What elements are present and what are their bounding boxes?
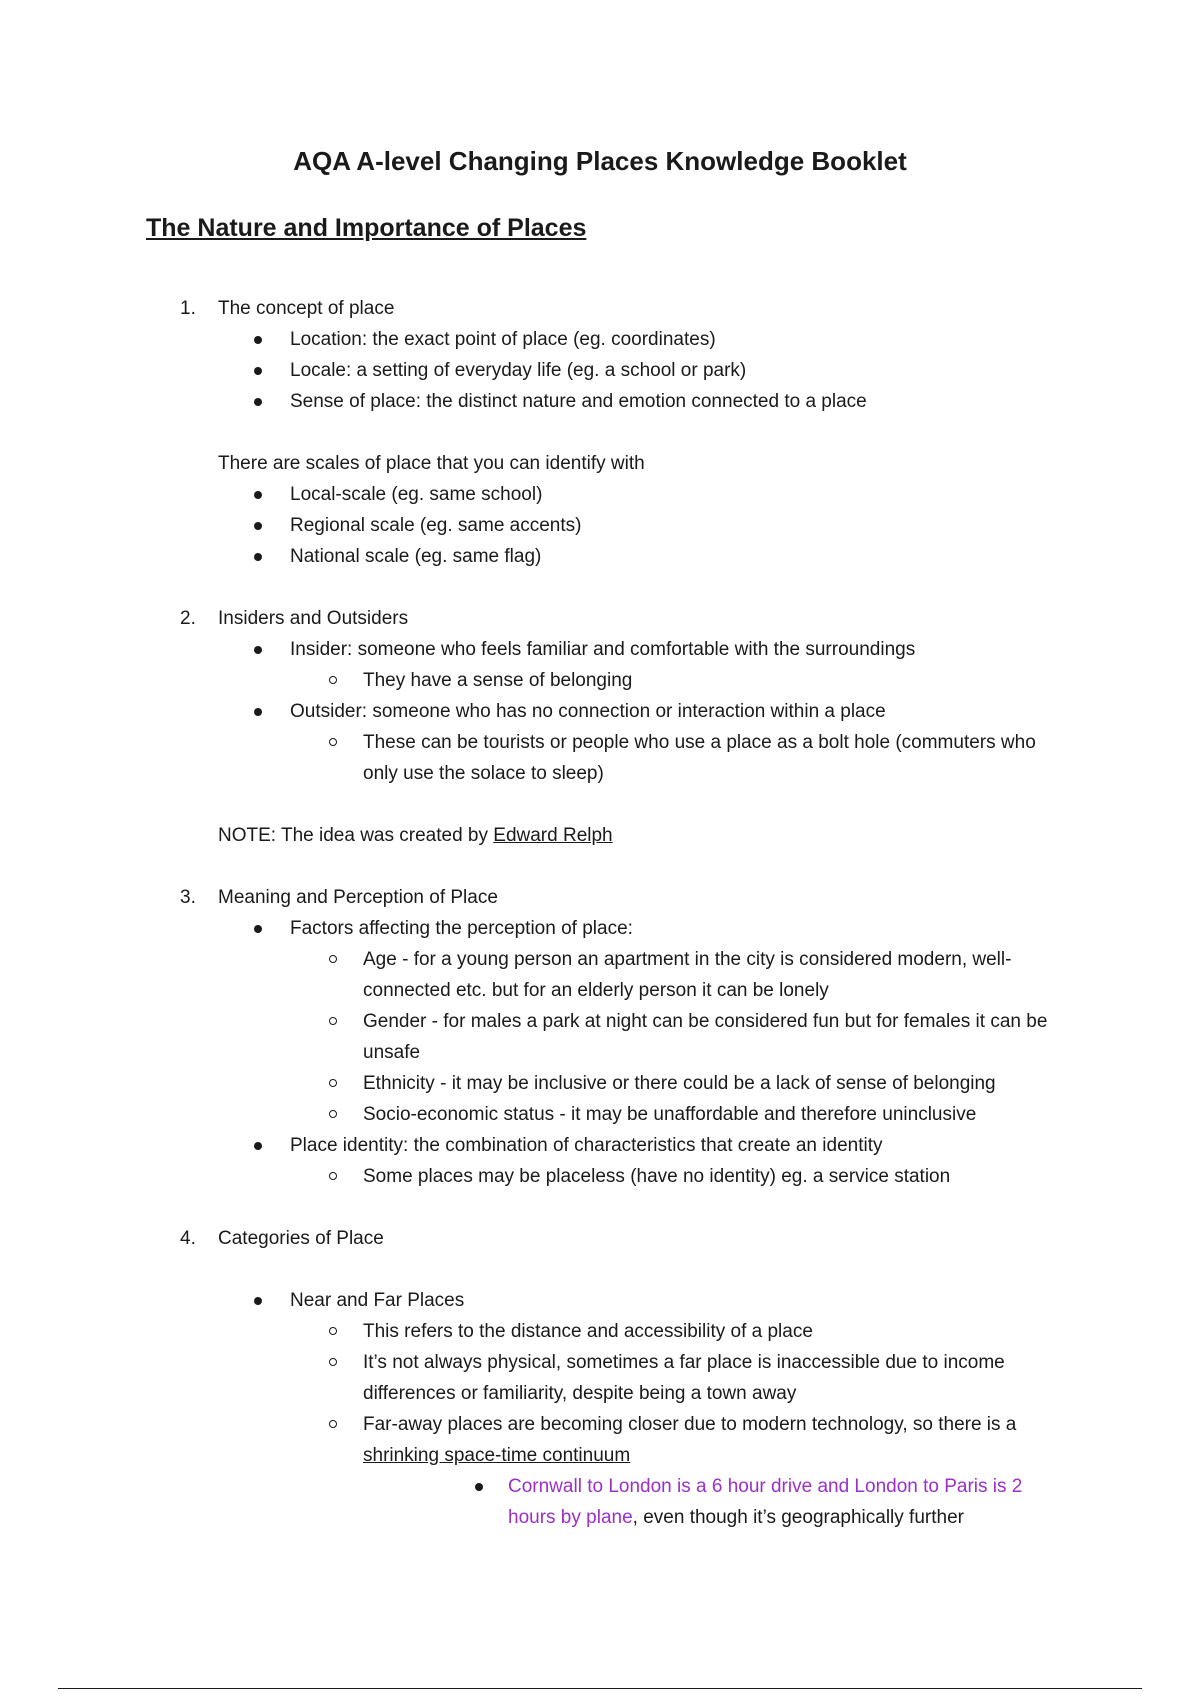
hollow-bullet-icon (329, 1017, 337, 1025)
sub-list-item: Far-away places are becoming closer due to modern technology, so there is a shrinking space-time continuum (0, 1409, 1200, 1471)
example-item: Cornwall to London is a 6 hour drive and London to Paris is 2 hours by plane, even though it’s geographically further (0, 1471, 1200, 1533)
sub-list-item: It’s not always physical, sometimes a far place is inaccessible due to income differences or familiarity, despite being a town away (0, 1347, 1200, 1409)
document-title: AQA A-level Changing Places Knowledge Booklet (293, 146, 907, 176)
list-item: Locale: a setting of everyday life (eg. a school or park) (0, 355, 1200, 386)
bullet-icon (254, 1142, 262, 1150)
section-4-title: 4. Categories of Place (0, 1223, 1200, 1254)
sub-list-item: Some places may be placeless (have no identity) eg. a service station (0, 1161, 1200, 1192)
list-item: Regional scale (eg. same accents) (0, 510, 1200, 541)
bullet-icon (254, 925, 262, 933)
hollow-bullet-icon (329, 1172, 337, 1180)
sub-list-item: Ethnicity - it may be inclusive or there could be a lack of sense of belonging (0, 1068, 1200, 1099)
section-1-title: 1. The concept of place (0, 293, 1200, 324)
hollow-bullet-icon (329, 1358, 337, 1366)
bullet-icon (254, 646, 262, 654)
list-number: 1. (180, 298, 196, 319)
list-item: Insider: someone who feels familiar and comfortable with the surroundings (0, 634, 1200, 665)
section-3-title: 3. Meaning and Perception of Place (0, 882, 1200, 913)
key-term: shrinking space-time continuum (363, 1445, 631, 1466)
bullet-icon (254, 491, 262, 499)
bullet-icon (254, 708, 262, 716)
list-number: 4. (180, 1228, 196, 1249)
sub-list-item: These can be tourists or people who use a place as a bolt hole (commuters who only use the solace to sleep) (0, 727, 1200, 789)
hollow-bullet-icon (329, 676, 337, 684)
list-item: Local-scale (eg. same school) (0, 479, 1200, 510)
document-body (0, 293, 1200, 1533)
section-heading: The Nature and Importance of Places (146, 214, 587, 242)
sub-list-item: They have a sense of belonging (0, 665, 1200, 696)
bullet-icon (254, 367, 262, 375)
sub-list-item: Gender - for males a park at night can be considered fun but for females it can be unsafe (0, 1006, 1200, 1068)
sub-list-item: Age - for a young person an apartment in the city is considered modern, well-connected etc. but for an elderly person it can be lonely (0, 944, 1200, 1006)
section-2-title: 2. Insiders and Outsiders (0, 603, 1200, 634)
bullet-icon (254, 336, 262, 344)
sub-list-item: This refers to the distance and accessibility of a place (0, 1316, 1200, 1347)
hollow-bullet-icon (329, 1420, 337, 1428)
hollow-bullet-icon (329, 955, 337, 963)
list-number: 2. (180, 608, 196, 629)
list-item: Place identity: the combination of characteristics that create an identity (0, 1130, 1200, 1161)
note-line: NOTE: The idea was created by Edward Relph (218, 825, 613, 846)
list-item: National scale (eg. same flag) (0, 541, 1200, 572)
bullet-icon (254, 398, 262, 406)
hollow-bullet-icon (329, 1110, 337, 1118)
hollow-bullet-icon (329, 738, 337, 746)
list-item: Outsider: someone who has no connection or interaction within a place (0, 696, 1200, 727)
example-highlight: Cornwall to London is a 6 hour drive and London to Paris is 2 hours by plane (508, 1476, 1023, 1528)
hollow-bullet-icon (329, 1079, 337, 1087)
list-item: Location: the exact point of place (eg. coordinates) (0, 324, 1200, 355)
bullet-icon (254, 553, 262, 561)
list-number: 3. (180, 887, 196, 908)
bullet-icon (254, 522, 262, 530)
list-item: Factors affecting the perception of place: (0, 913, 1200, 944)
list-item: Sense of place: the distinct nature and emotion connected to a place (0, 386, 1200, 417)
bullet-icon (475, 1483, 483, 1491)
note-author: Edward Relph (493, 825, 613, 846)
hollow-bullet-icon (329, 1327, 337, 1335)
list-item: Near and Far Places (0, 1285, 1200, 1316)
sub-list-item: Socio-economic status - it may be unaffordable and therefore uninclusive (0, 1099, 1200, 1130)
scales-intro: There are scales of place that you can identify with (218, 453, 645, 474)
bullet-icon (254, 1297, 262, 1305)
page-divider (58, 1688, 1142, 1689)
